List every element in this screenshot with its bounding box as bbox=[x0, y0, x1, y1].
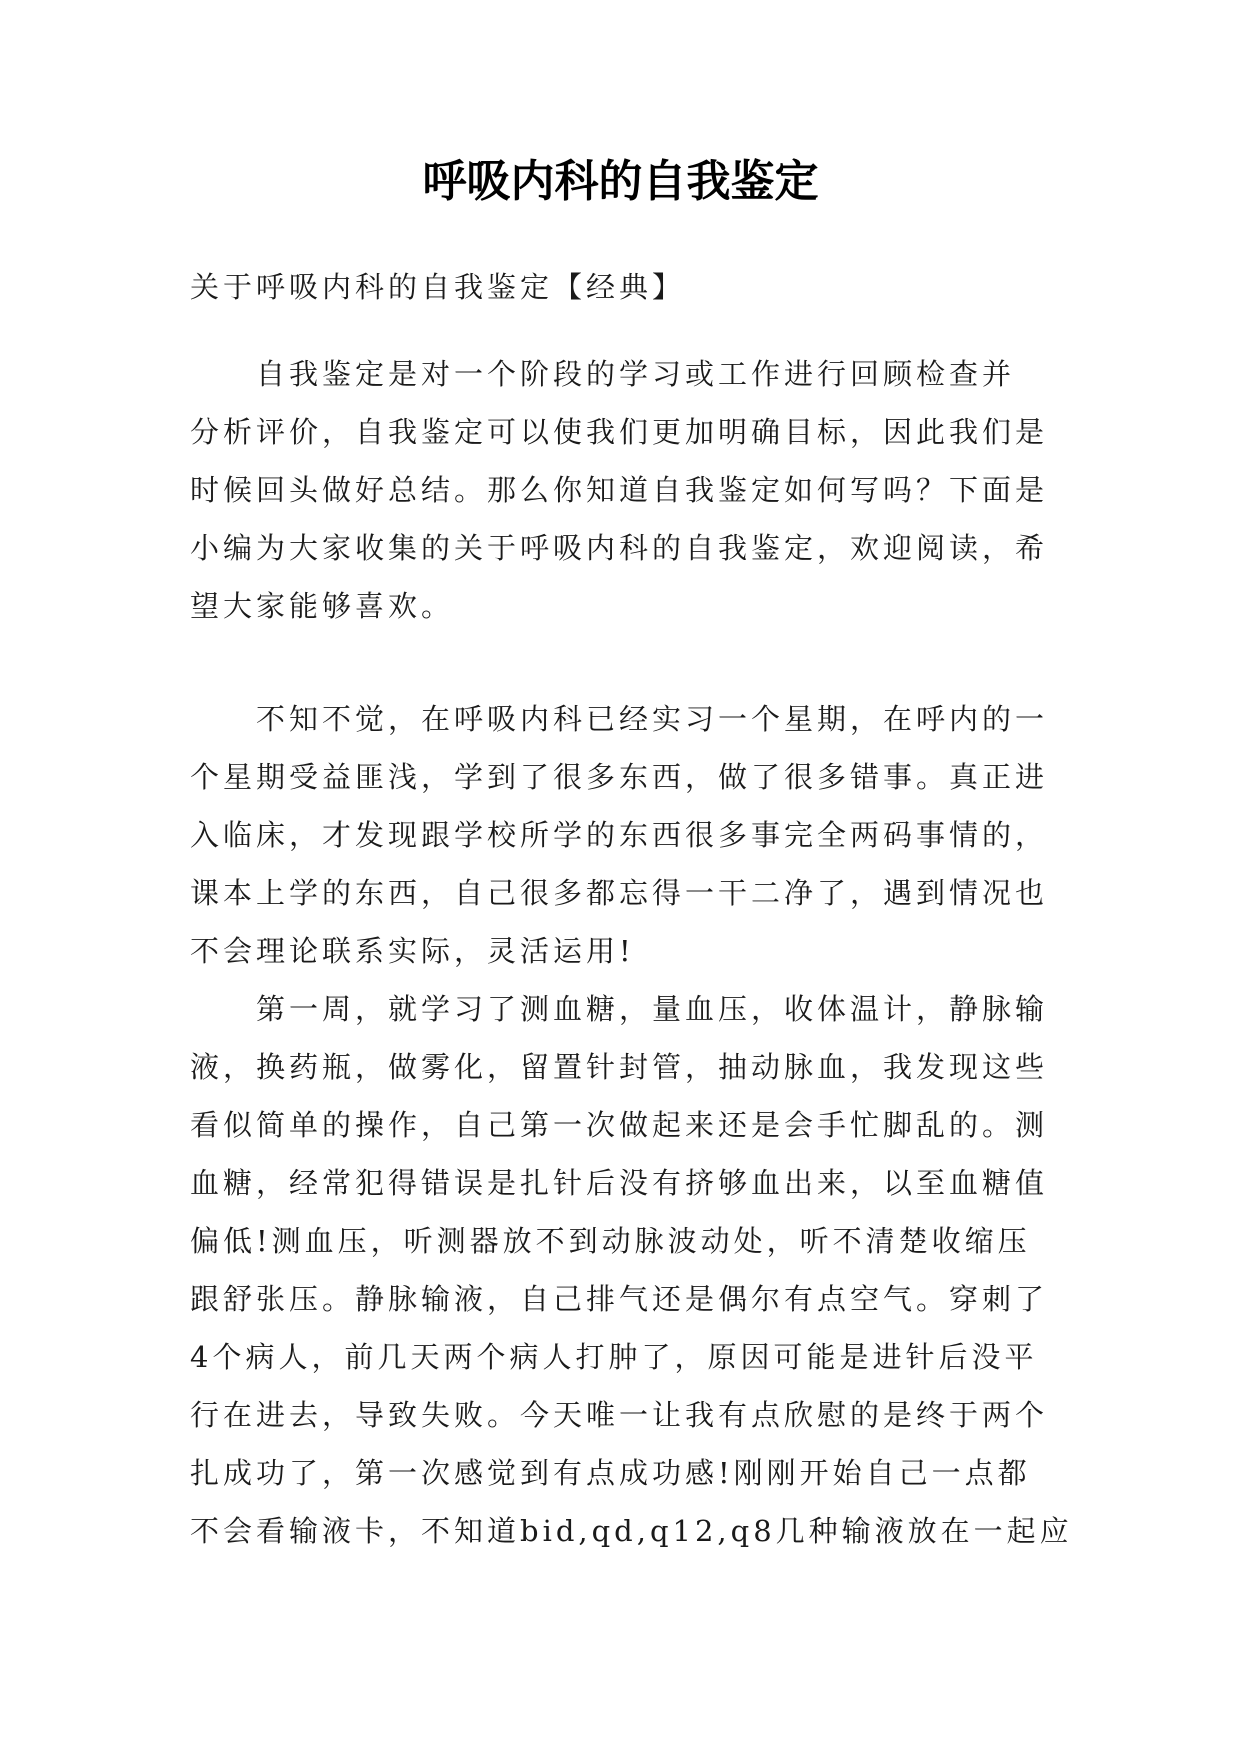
text-line: 分析评价，自我鉴定可以使我们更加明确目标，因此我们是 bbox=[190, 415, 1049, 449]
text-line: 第一周，就学习了测血糖，量血压，收体温计，静脉输 bbox=[190, 992, 1049, 1026]
document-subtitle bbox=[190, 258, 1050, 316]
text-line: 时候回头做好总结。那么你知道自我鉴定如何写吗？下面是 bbox=[190, 473, 1049, 507]
document-title: 呼吸内科的自我鉴定 bbox=[422, 156, 819, 207]
text-line: 血糖，经常犯得错误是扎针后没有挤够血出来，以至血糖值 bbox=[190, 1166, 1049, 1200]
body-paragraphs bbox=[190, 690, 1073, 1560]
text-line: 不会看输液卡，不知道bid,qd,q12,q8几种输液放在一起应 bbox=[190, 1514, 1073, 1548]
text-line: 自我鉴定是对一个阶段的学习或工作进行回顾检查并 bbox=[190, 357, 1016, 391]
text-line: 课本上学的东西，自己很多都忘得一干二净了，遇到情况也 bbox=[190, 876, 1049, 910]
text-line: 望大家能够喜欢。 bbox=[190, 589, 455, 623]
text-line: 液，换药瓶，做雾化，留置针封管，抽动脉血，我发现这些 bbox=[190, 1050, 1049, 1084]
text-line: 小编为大家收集的关于呼吸内科的自我鉴定，欢迎阅读，希 bbox=[190, 531, 1049, 565]
intro-paragraph bbox=[190, 345, 1050, 635]
text-line: 4个病人，前几天两个病人打肿了，原因可能是进针后没平 bbox=[190, 1340, 1038, 1374]
text-line: 扎成功了，第一次感觉到有点成功感!刚刚开始自己一点都 bbox=[190, 1456, 1031, 1490]
text-line: 不会理论联系实际，灵活运用! bbox=[190, 934, 635, 968]
text-line: 看似简单的操作，自己第一次做起来还是会手忙脚乱的。测 bbox=[190, 1108, 1049, 1142]
text-line: 偏低!测血压，听测器放不到动脉波动处，听不清楚收缩压 bbox=[190, 1224, 1031, 1258]
text-line: 个星期受益匪浅，学到了很多东西，做了很多错事。真正进 bbox=[190, 760, 1049, 794]
subtitle-line: 关于呼吸内科的自我鉴定【经典】 bbox=[190, 270, 686, 304]
text-line: 行在进去，导致失败。今天唯一让我有点欣慰的是终于两个 bbox=[190, 1398, 1049, 1432]
text-line: 跟舒张压。静脉输液，自己排气还是偶尔有点空气。穿刺了 bbox=[190, 1282, 1049, 1316]
text-line: 不知不觉，在呼吸内科已经实习一个星期，在呼内的一 bbox=[190, 702, 1049, 736]
text-line: 入临床，才发现跟学校所学的东西很多事完全两码事情的， bbox=[190, 818, 1049, 852]
